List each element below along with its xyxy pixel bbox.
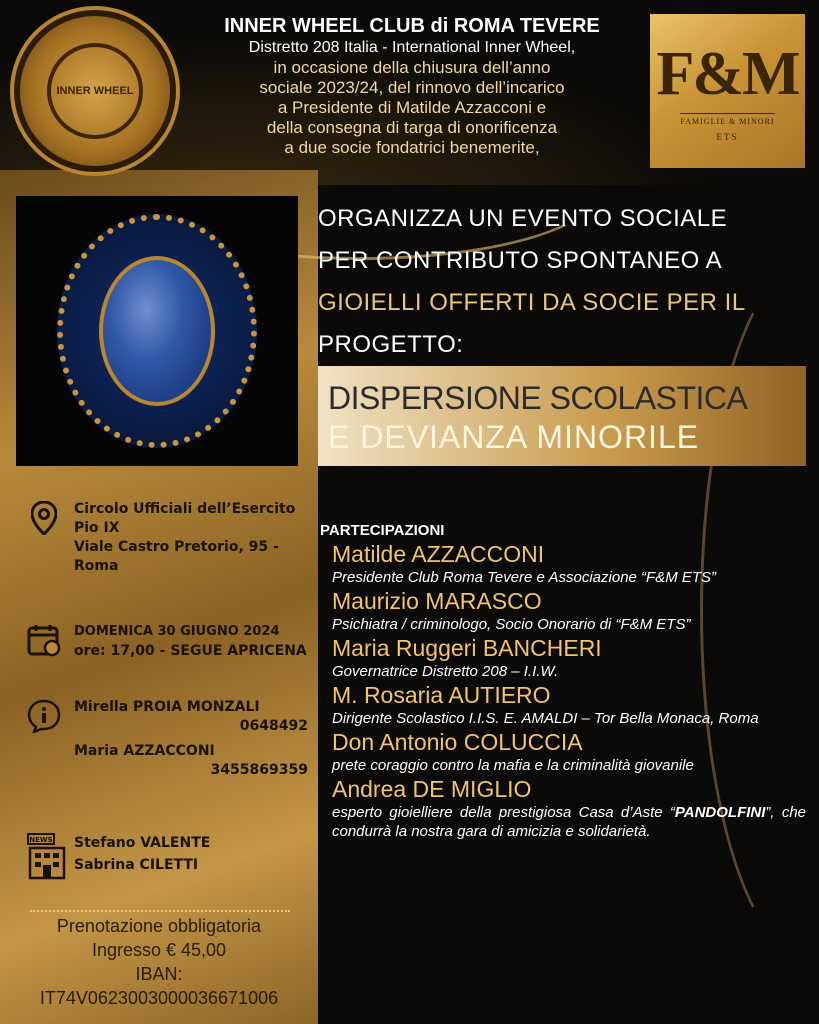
- participant-name: Matilde AZZACCONI: [332, 541, 545, 567]
- location-block: [26, 500, 308, 576]
- participant: [320, 587, 806, 634]
- contact-phone[interactable]: 3455869359: [210, 762, 308, 778]
- svg-text:NEWS: NEWS: [29, 836, 53, 844]
- participant: [320, 681, 806, 728]
- participants-heading: PARTECIPAZIONI: [320, 522, 445, 539]
- press-contact: Stefano VALENTE: [74, 835, 211, 851]
- participant-name: Don Antonio COLUCCIA: [332, 729, 583, 755]
- inner-wheel-logo-text: INNER WHEEL: [47, 43, 143, 139]
- press-contact: Sabrina CILETTI: [74, 857, 199, 873]
- project-banner: [318, 366, 806, 466]
- booking-required: Prenotazione obbligatoria: [56, 916, 262, 936]
- event-line: GIOIELLI OFFERTI DA SOCIE PER IL: [318, 289, 746, 316]
- role-text: esperto gioielliere della prestigiosa Casa d’Aste “: [332, 804, 675, 821]
- participant-role: Dirigente Scolastico I.I.S. E. AMALDI – Tor Bella Monaca, Roma: [332, 710, 759, 727]
- header-line: a Presidente di Matilde Azzacconi e: [277, 98, 547, 117]
- event-line: ORGANIZZA UN EVENTO SOCIALE: [318, 205, 728, 232]
- header-line: sociale 2023/24, del rinnovo dell’incarico: [259, 78, 565, 97]
- date-block: [26, 622, 308, 661]
- district-line: Distretto 208 Italia - International Inner Wheel,: [248, 39, 576, 56]
- participant-role: Governatrice Distretto 208 – I.I.W.: [332, 663, 559, 680]
- participant-name: M. Rosaria AUTIERO: [332, 682, 551, 708]
- contact-phone[interactable]: 0648492: [239, 718, 308, 734]
- contacts-block: [26, 698, 308, 780]
- info-icon: [26, 698, 62, 734]
- club-title: INNER WHEEL CLUB di ROMA TEVERE: [224, 15, 600, 37]
- event-line: PER CONTRIBUTO SPONTANEO A: [318, 247, 723, 274]
- news-building-icon: [26, 832, 68, 880]
- participants-list: [320, 522, 806, 841]
- fm-logo-subtitle: FAMIGLIE & MINORI: [680, 113, 774, 126]
- fm-logo-mark: F&M: [656, 39, 799, 108]
- project-title-line1: DISPERSIONE SCOLASTICA: [328, 380, 748, 416]
- header-line: della consegna di targa di onorificenza: [266, 118, 558, 137]
- dotted-divider: [30, 910, 290, 912]
- iban-value: IT74V0623003000036671006: [39, 988, 279, 1008]
- role-text: ”, che condurrà la nostra gara di amicizia e solidarietà.: [332, 804, 807, 840]
- participant-role: prete coraggio contro la mafia e la criminalità giovanile: [332, 757, 694, 774]
- participant: [320, 728, 806, 775]
- participant-name: Andrea DE MIGLIO: [332, 776, 532, 802]
- contact-name: Maria AZZACCONI: [74, 743, 215, 759]
- participant-role: Psichiatra / criminologo, Socio Onorario di “F&M ETS”: [332, 616, 691, 633]
- fm-logo-ets: ETS: [716, 131, 739, 142]
- location-line: Roma: [74, 558, 119, 574]
- entry-price: Ingresso € 45,00: [91, 940, 227, 960]
- date-line: DOMENICA 30 GIUGNO 2024: [74, 624, 280, 639]
- participant: [320, 634, 806, 681]
- location-line: Circolo Ufficiali dell’Esercito: [74, 501, 296, 517]
- header: [172, 14, 652, 158]
- ring-halo: [57, 214, 257, 448]
- participant-name: Maria Ruggeri BANCHERI: [332, 635, 602, 661]
- participant: [320, 540, 806, 587]
- calendar-icon: [26, 622, 62, 658]
- location-pin-icon: [26, 500, 62, 536]
- news-block: [26, 832, 308, 876]
- event-line: PROGETTO:: [318, 331, 464, 358]
- time-line: ore: 17,00 - SEGUE APRICENA: [74, 643, 307, 659]
- contact-name: Mirella PROIA MONZALI: [74, 699, 260, 715]
- participant-role: [320, 803, 806, 841]
- header-line: a due socie fondatrici benemerite,: [284, 138, 540, 157]
- participant-name: Maurizio MARASCO: [332, 588, 542, 614]
- fm-ets-logo: [650, 14, 805, 168]
- ring-center-stone: [99, 256, 215, 406]
- project-title-line2: E DEVIANZA MINORILE: [328, 419, 700, 455]
- iban-label: IBAN:: [135, 964, 183, 984]
- location-line: Viale Castro Pretorio, 95 -: [74, 539, 279, 555]
- participant: [320, 775, 806, 841]
- event-announcement: [318, 198, 808, 366]
- inner-wheel-logo: [20, 16, 170, 166]
- booking-info: [0, 914, 318, 1010]
- sapphire-ring-photo: [16, 196, 298, 466]
- location-line: Pio IX: [74, 520, 120, 536]
- header-line: in occasione della chiusura dell’anno: [273, 58, 551, 77]
- participant-role: Presidente Club Roma Tevere e Associazione “F&M ETS”: [332, 569, 717, 586]
- auction-house-name: PANDOLFINI: [674, 804, 766, 821]
